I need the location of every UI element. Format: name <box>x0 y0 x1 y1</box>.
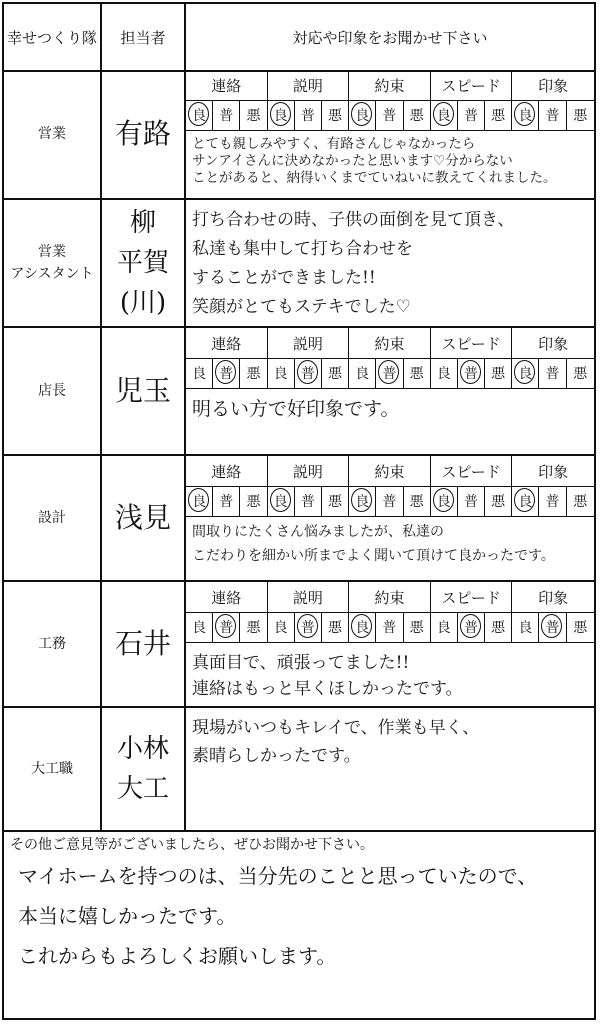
rating-row <box>186 358 594 389</box>
rating-cell: 悪 <box>485 100 512 130</box>
category-label: スピード <box>431 70 513 100</box>
header-person <box>102 4 184 72</box>
rating-cell: 悪 <box>404 100 431 130</box>
rating-cell: 悪 <box>573 366 588 382</box>
rating-cell: 普 <box>295 358 322 388</box>
comment-line: 素晴らしかったです。 <box>192 746 361 766</box>
rating-cell: 普 <box>458 486 485 516</box>
person-name: 浅見 <box>114 501 171 534</box>
rating-cell: 普 <box>295 612 322 642</box>
category-label: 説明 <box>268 328 350 358</box>
header-team-label: 幸せつくり隊 <box>6 28 97 47</box>
header-team <box>4 4 100 72</box>
category-header <box>186 328 594 359</box>
rating-cell: 普 <box>376 612 403 642</box>
comment <box>192 394 399 424</box>
dept-label: 営業 <box>38 126 66 142</box>
rating-cell: 普 <box>295 486 322 516</box>
category-header <box>186 456 594 487</box>
category-label: 印象 <box>538 588 569 607</box>
staff-row-store-manager <box>4 328 594 456</box>
category-label: 印象 <box>538 334 569 353</box>
category-label: 連絡 <box>186 328 268 358</box>
rating-cell: 悪 <box>322 612 349 642</box>
other-comments-label: その他ご意見等がございましたら、ぜひお聞かせ下さい。 <box>10 837 374 853</box>
rating-cell: 良 <box>349 358 376 388</box>
rating-cell: 普 <box>539 612 566 642</box>
rating-cell: 悪 <box>240 486 267 516</box>
comment-line: 本当に嬉しかったです。 <box>18 904 237 928</box>
person-name: 柳 平賀(川) <box>116 208 169 318</box>
staff-row-construction <box>4 582 594 708</box>
comment <box>192 136 557 187</box>
rating-cell: 悪 <box>485 486 512 516</box>
rating-cell: 悪 <box>404 612 431 642</box>
comment-line: サンアイさんに決めなかったと思います♡分からない <box>192 153 513 169</box>
category-label: 説明 <box>268 70 350 100</box>
rating-cell: 悪 <box>240 358 267 388</box>
rating-cell: 良 <box>268 100 295 130</box>
rating-cell: 良 <box>349 612 376 642</box>
comment-line: 真面目で、頑張ってました!! <box>192 653 410 673</box>
category-header <box>186 582 594 613</box>
rating-cell: 普 <box>458 100 485 130</box>
person-name: 小林 大工 <box>116 734 169 804</box>
category-label: スピード <box>431 582 513 612</box>
rating-cell: 悪 <box>573 108 588 124</box>
rating-cell: 良 <box>512 358 539 388</box>
rating-cell: 普 <box>213 100 240 130</box>
rating-cell: 良 <box>186 612 213 642</box>
rating-cell: 悪 <box>322 486 349 516</box>
category-label: 印象 <box>538 462 569 481</box>
dept-label: 設計 <box>38 510 66 526</box>
rating-cell: 良 <box>431 612 458 642</box>
rating-cell: 良 <box>512 100 539 130</box>
comment <box>192 714 479 770</box>
rating-cell: 良 <box>349 100 376 130</box>
rating-cell: 普 <box>376 358 403 388</box>
rating-cell: 良 <box>268 358 295 388</box>
rating-cell: 良 <box>268 486 295 516</box>
category-label: 約束 <box>349 456 431 486</box>
category-label: スピード <box>431 328 513 358</box>
header-feedback <box>186 4 594 72</box>
staff-row-sales <box>4 70 594 200</box>
comment-line: こだわりを細かい所までよく聞いて頂けて良かったです。 <box>192 548 555 564</box>
staff-row-sales-assistant <box>4 200 594 328</box>
comment <box>192 650 463 702</box>
rating-row <box>186 612 594 643</box>
category-label: 説明 <box>268 456 350 486</box>
comment-line: ことがあると、納得いくまでていねいに教えてくれました。 <box>192 170 557 186</box>
category-header <box>186 70 594 101</box>
comment-line: 笑顔がとてもステキでした♡ <box>192 297 411 317</box>
staff-row-carpenter <box>4 708 594 832</box>
rating-cell: 普 <box>539 486 566 516</box>
comment-line: 明るい方で好印象です。 <box>192 398 400 420</box>
category-label: 連絡 <box>186 582 268 612</box>
rating-cell: 良 <box>431 486 458 516</box>
comment-line: 現場がいつもキレイで、作業も早く、 <box>192 718 480 738</box>
dept-label: 大工職 <box>31 761 73 777</box>
person-name: 石井 <box>114 627 171 660</box>
rating-cell: 普 <box>458 358 485 388</box>
rating-cell: 良 <box>431 358 458 388</box>
rating-cell: 悪 <box>322 358 349 388</box>
header-feedback-label: 対応や印象をお聞かせ下さい <box>292 28 488 47</box>
comment-line: することができました!! <box>192 268 376 288</box>
category-label: 約束 <box>349 328 431 358</box>
rating-cell: 普 <box>213 486 240 516</box>
rating-cell: 良 <box>512 612 539 642</box>
person-name: 有路 <box>114 117 171 150</box>
comment-line: 打ち合わせの時、子供の面倒を見て頂き、 <box>192 210 515 230</box>
rating-cell: 良 <box>512 486 539 516</box>
rating-cell: 悪 <box>573 620 588 636</box>
category-label: 約束 <box>349 70 431 100</box>
category-label: スピード <box>431 456 513 486</box>
rating-cell: 良 <box>186 100 213 130</box>
rating-cell: 普 <box>539 100 566 130</box>
category-label: 説明 <box>268 582 350 612</box>
other-comments-section <box>4 830 594 1018</box>
dept-label: 店長 <box>38 383 66 399</box>
rating-cell: 普 <box>295 100 322 130</box>
comment <box>192 520 555 568</box>
category-label: 印象 <box>538 76 569 95</box>
rating-cell: 悪 <box>322 100 349 130</box>
rating-cell: 悪 <box>485 612 512 642</box>
rating-cell: 普 <box>213 612 240 642</box>
rating-cell: 良 <box>186 358 213 388</box>
staff-row-design <box>4 456 594 582</box>
rating-cell: 悪 <box>404 358 431 388</box>
rating-cell: 普 <box>213 358 240 388</box>
rating-cell: 悪 <box>485 358 512 388</box>
rating-cell: 良 <box>349 486 376 516</box>
other-comments-text <box>18 856 537 976</box>
dept-label: 営業 アシスタント <box>10 244 94 282</box>
survey-sheet <box>2 2 596 1020</box>
category-label: 連絡 <box>186 456 268 486</box>
rating-cell: 良 <box>268 612 295 642</box>
rating-cell: 普 <box>458 612 485 642</box>
comment-line: とても親しみやすく、有路さんじゃなかったら <box>192 136 476 152</box>
dept-label: 工務 <box>38 636 66 652</box>
rating-cell: 普 <box>376 100 403 130</box>
rating-cell: 普 <box>376 486 403 516</box>
rating-cell: 良 <box>186 486 213 516</box>
rating-cell: 悪 <box>240 612 267 642</box>
comment <box>192 206 514 322</box>
comment-line: これからもよろしくお願いします。 <box>18 944 337 968</box>
category-label: 約束 <box>349 582 431 612</box>
header-person-label: 担当者 <box>120 28 166 47</box>
comment-line: 私達も集中して打ち合わせを <box>192 239 413 259</box>
comment-line: 連絡はもっと早くほしかったです。 <box>192 679 463 699</box>
rating-cell: 良 <box>431 100 458 130</box>
comment-line: マイホームを持つのは、当分先のことと思っていたので、 <box>18 864 538 888</box>
rating-cell: 悪 <box>240 100 267 130</box>
rating-row <box>186 100 594 131</box>
rating-cell: 悪 <box>404 486 431 516</box>
rating-cell: 普 <box>539 358 566 388</box>
category-label: 連絡 <box>186 70 268 100</box>
person-name: 児玉 <box>114 374 171 407</box>
rating-row <box>186 486 594 517</box>
rating-cell: 悪 <box>573 494 588 510</box>
comment-line: 間取りにたくさん悩みましたが、私達の <box>192 524 444 540</box>
